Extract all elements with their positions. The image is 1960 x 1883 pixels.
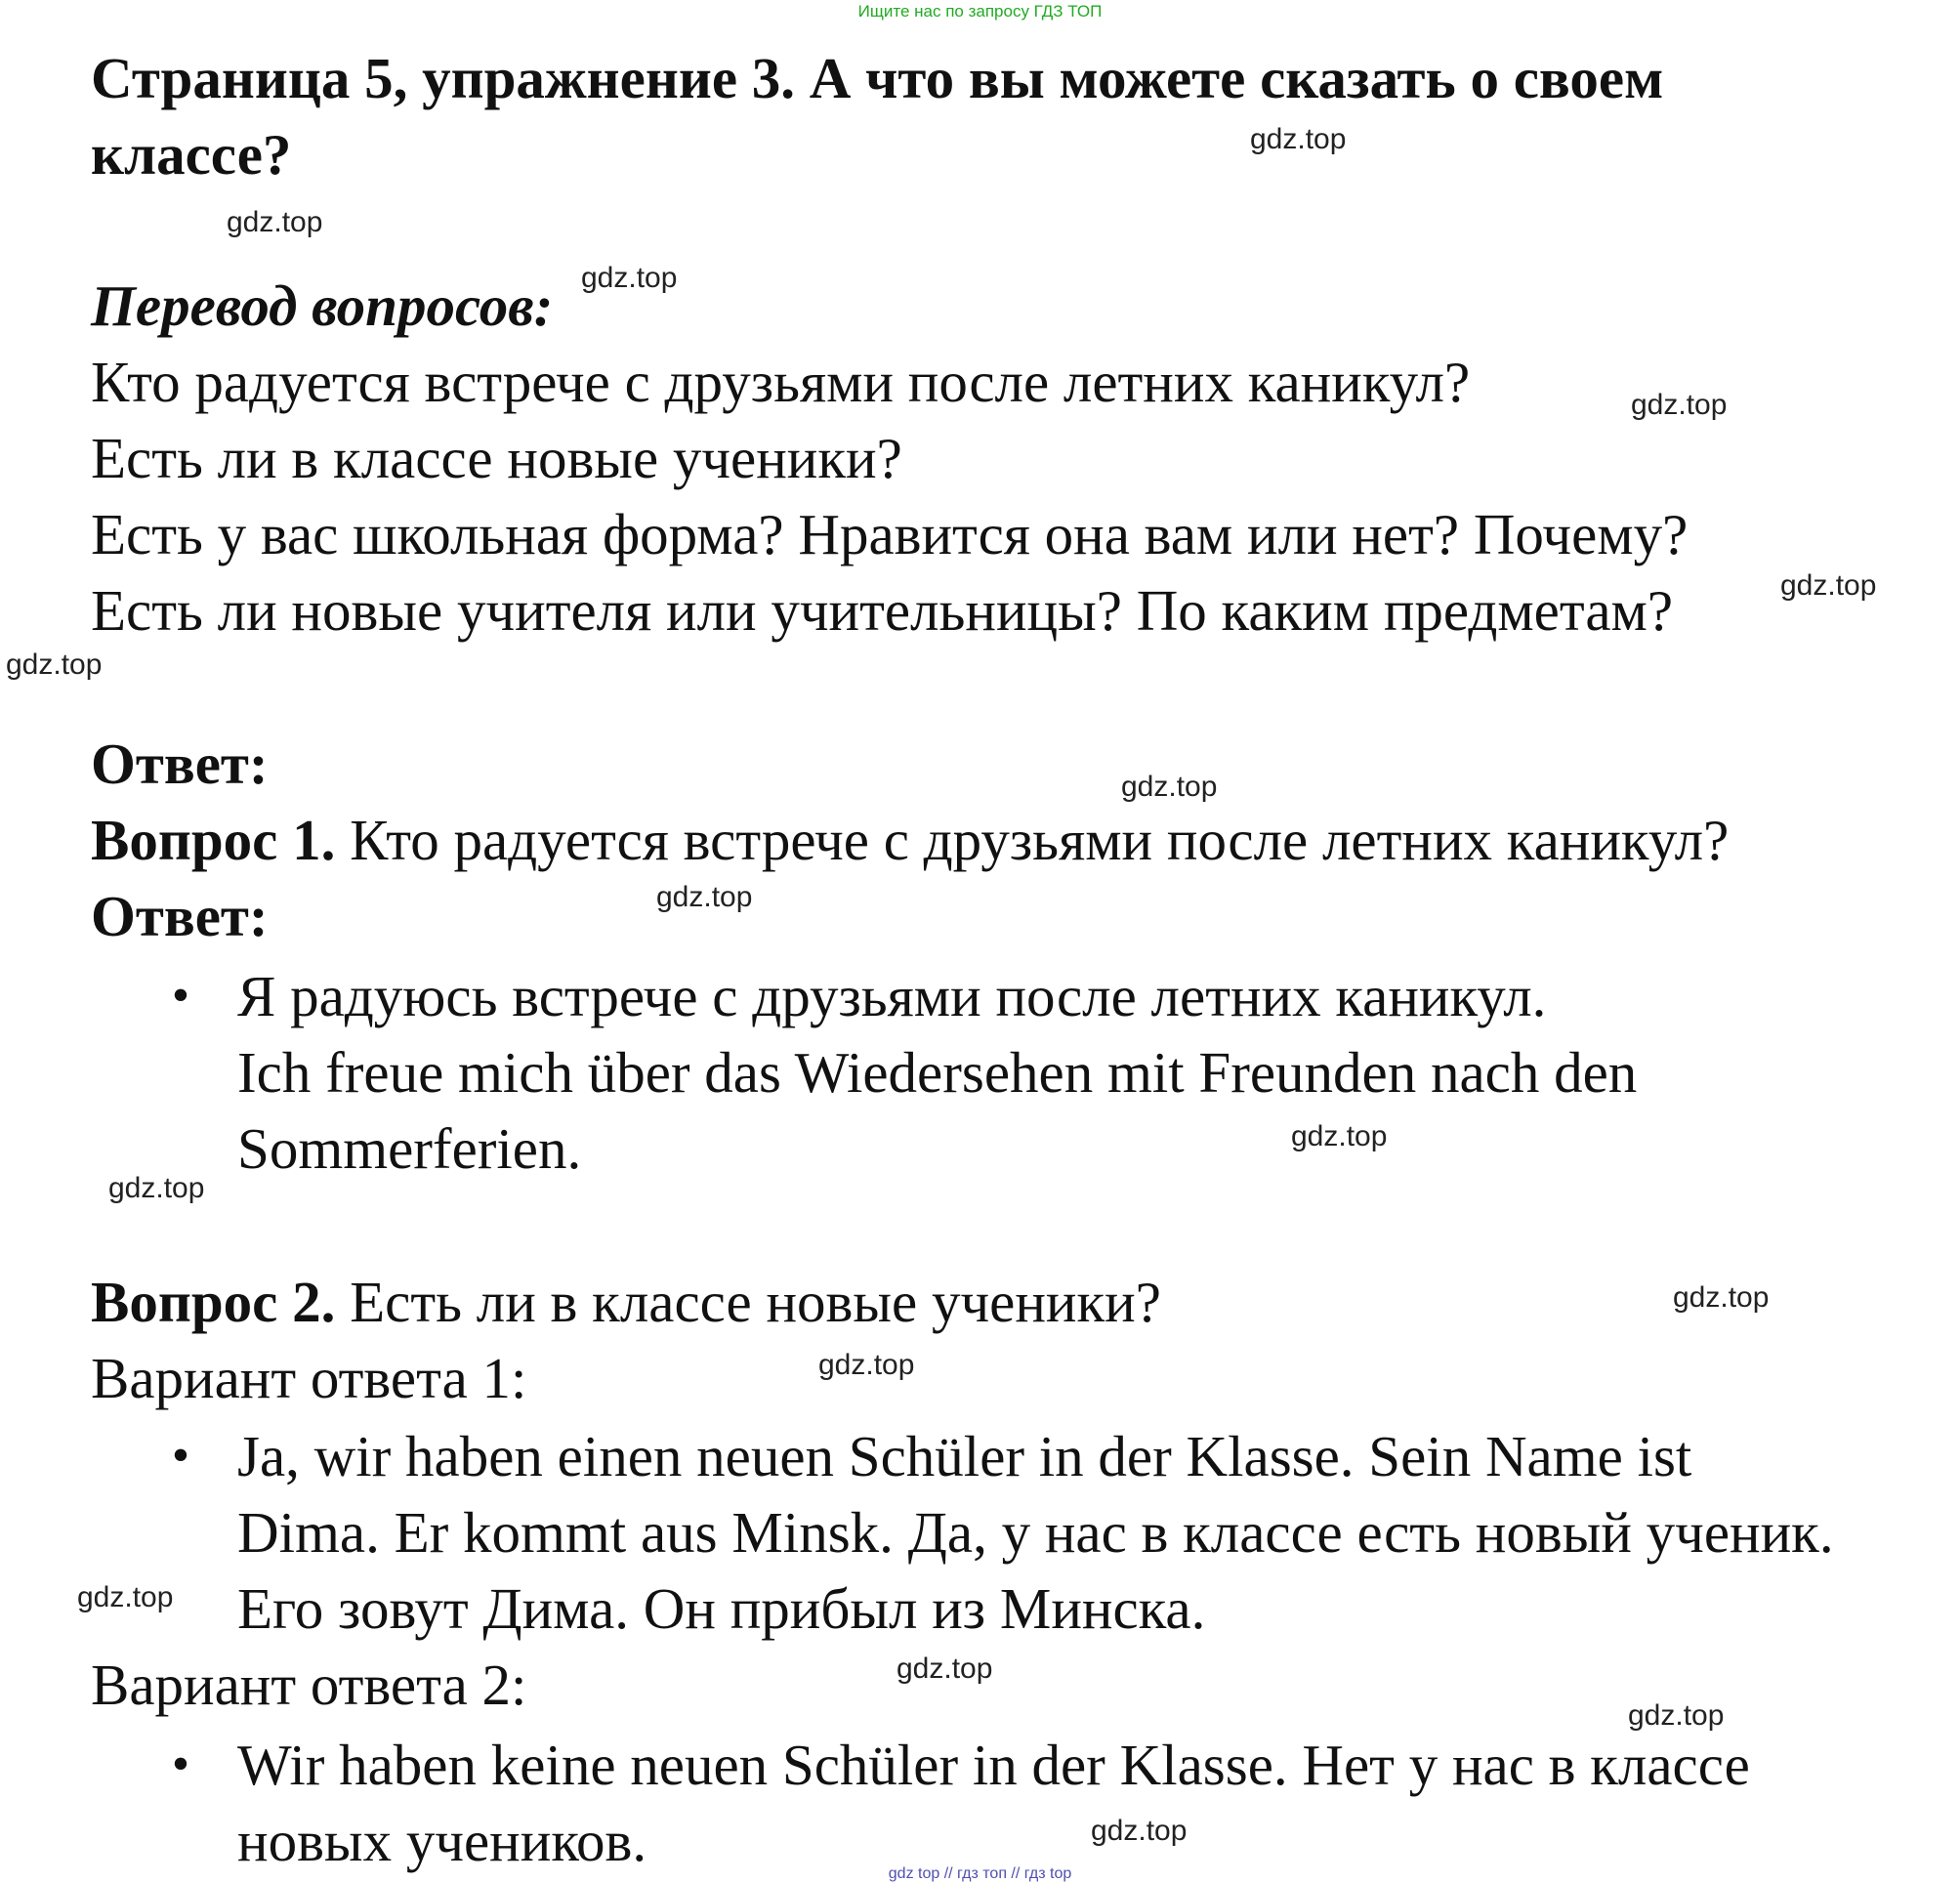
watermark-text: gdz.top [108,1172,205,1204]
q2-variant2-line-2: новых учеников. [237,1809,647,1873]
translation-heading: Перевод вопросов: [91,273,554,338]
watermark-text: gdz.top [1250,123,1347,155]
watermark-text: gdz.top [1780,569,1877,602]
bullet-icon: • [171,1737,190,1792]
question-translation-2: Есть ли в классе новые ученики? [91,426,902,490]
variant-2-label: Вариант ответа 2: [91,1653,527,1717]
question-2-label: Вопрос 2. [91,1270,336,1334]
search-hint-banner: Ищите нас по запросу ГДЗ ТОП [857,2,1103,21]
question-2 [91,1268,1161,1336]
bullet-icon: • [171,1428,190,1484]
question-2-text: Есть ли в классе новые ученики? [335,1270,1161,1334]
variant-1-label: Вариант ответа 1: [91,1346,527,1410]
watermark-text: gdz.top [897,1653,993,1685]
watermark-text: gdz.top [818,1349,915,1381]
question-1 [91,806,1729,874]
watermark-text: gdz.top [1631,389,1728,421]
question-translation-3: Есть у вас школьная форма? Нравится она вам или нет? Почему? [91,502,1689,566]
watermark-text: gdz.top [1121,771,1218,803]
question-1-label: Вопрос 1. [91,808,336,872]
q1-answer-line-2: Ich freue mich über das Wiedersehen mit Freunden nach den [237,1040,1638,1105]
answer-heading: Ответ: [91,732,269,796]
watermark-text: gdz.top [1673,1281,1770,1314]
watermark-text: gdz.top [581,262,678,294]
q2-variant1-line-1: Ja, wir haben einen neuen Schüler in der Klasse. Sein Name ist [237,1424,1692,1488]
watermark-text: gdz.top [77,1581,174,1613]
watermark-text: gdz.top [227,206,323,238]
bullet-icon: • [171,968,190,1024]
question-1-answer-label: Ответ: [91,884,269,948]
q2-variant1-line-2: Dima. Er kommt aus Minsk. Да, у нас в классе есть новый ученик. [237,1500,1834,1565]
watermark-text: gdz.top [656,881,753,913]
page-title-line-1: Страница 5, упражнение 3. А что вы можете сказать о своем [91,46,1664,110]
footer-watermark: gdz top // гдз топ // гдз top [888,1865,1072,1882]
question-translation-4: Есть ли новые учителя или учительницы? По каким предметам? [91,578,1674,643]
page-title-line-2: классе? [91,122,292,187]
question-1-text: Кто радуется встрече с друзьями после летних каникул? [335,808,1730,872]
question-translation-1: Кто радуется встрече с друзьями после летних каникул? [91,350,1471,414]
watermark-text: gdz.top [1291,1120,1388,1152]
q2-variant2-line-1: Wir haben keine neuen Schüler in der Klasse. Нет у нас в классе [237,1733,1750,1797]
watermark-text: gdz.top [6,649,103,681]
q2-variant1-line-3: Его зовут Дима. Он прибыл из Минска. [237,1576,1206,1641]
watermark-text: gdz.top [1628,1699,1725,1732]
q1-answer-line-3: Sommerferien. [237,1116,582,1181]
q1-answer-line-1: Я радуюсь встрече с друзьями после летних каникул. [237,964,1547,1028]
watermark-text: gdz.top [1091,1815,1188,1847]
